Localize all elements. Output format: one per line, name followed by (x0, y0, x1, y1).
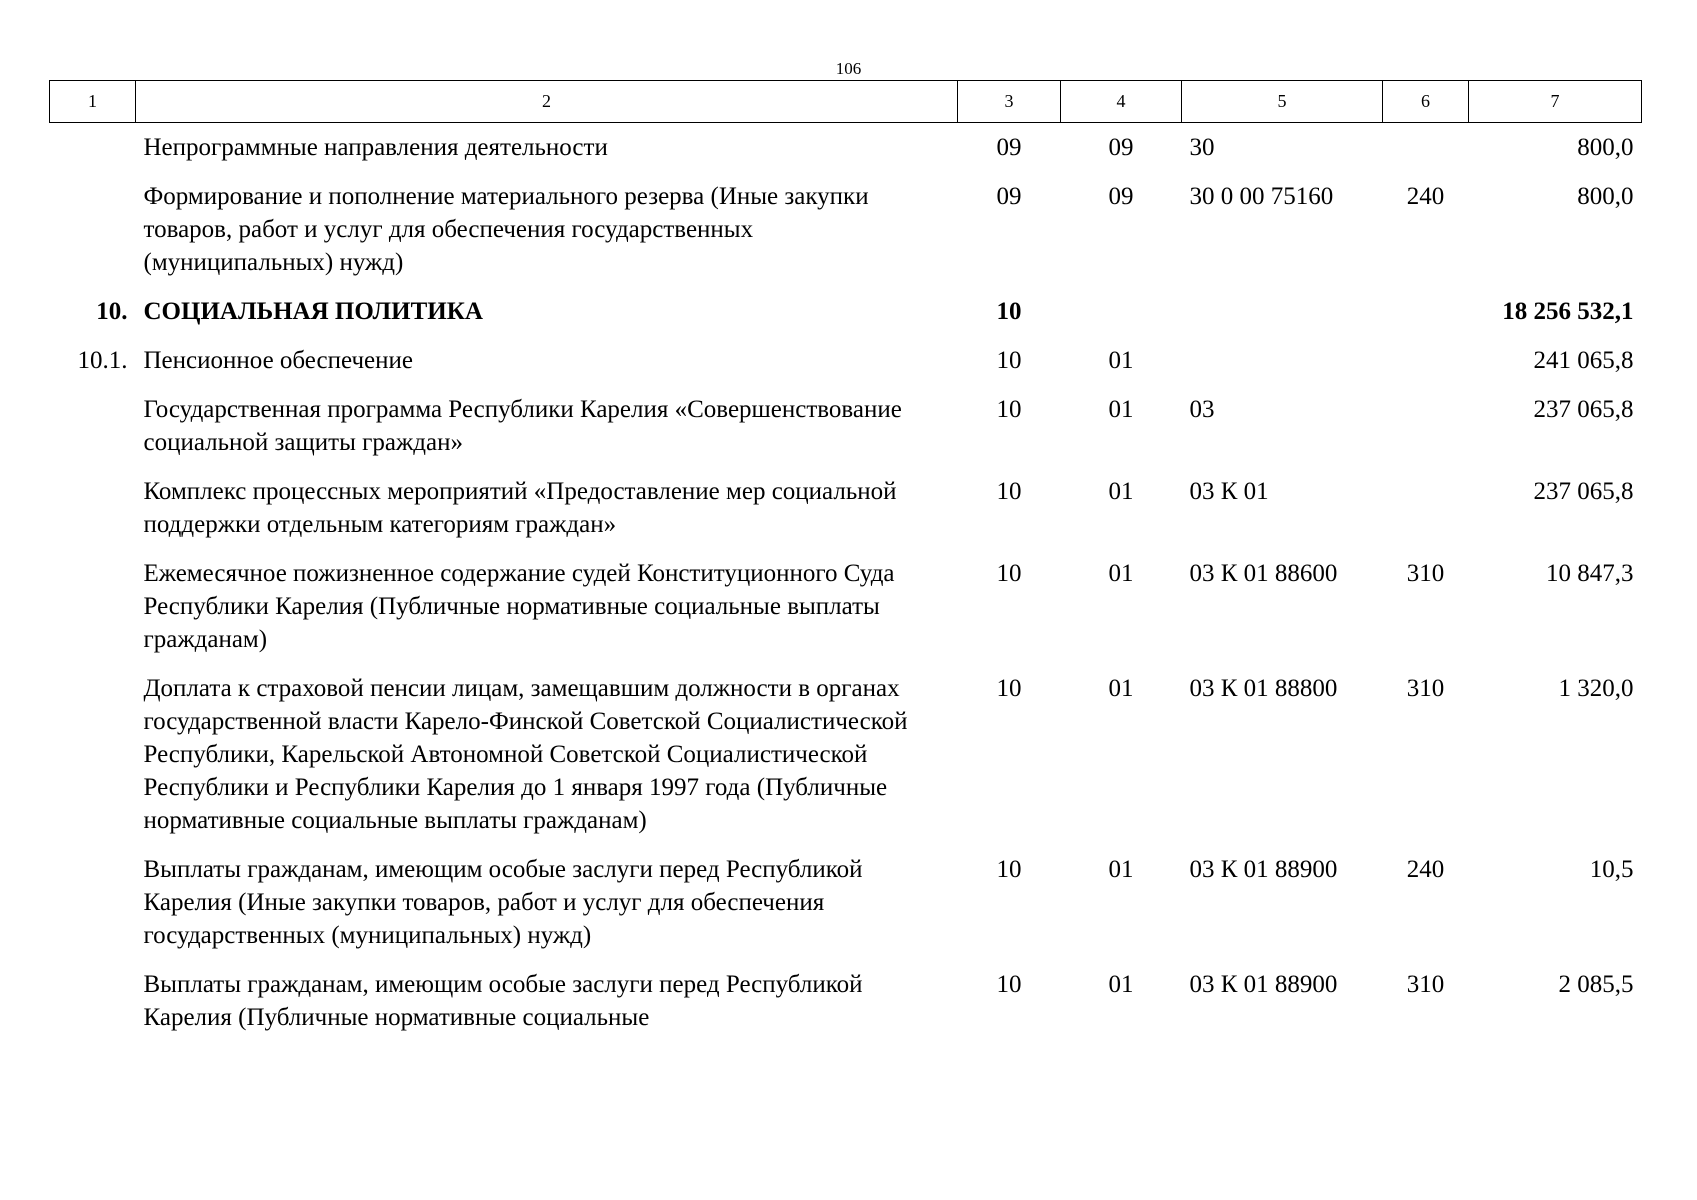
row-section: 09 (996, 183, 1022, 210)
row-name: Доплата к страховой пенсии лицам, замещавшим должности в органах государственной власти Карело-Финской Советской Социалистической Республики, Карельской Автономной Советской Социалистической Республики и Республики Карелия до 1 января 1997 года (Публичные нормативные социальные выплаты гражданам) (143, 675, 908, 834)
row-section: 10 (996, 856, 1022, 883)
row-section: 10 (996, 347, 1022, 374)
row-subsection: 01 (1108, 560, 1134, 587)
row-expense-type: 240 (1406, 183, 1445, 210)
row-amount: 800,0 (1577, 183, 1634, 210)
table-row (50, 180, 1642, 295)
row-expense-type: 310 (1406, 971, 1445, 998)
row-expense-type: 240 (1406, 856, 1445, 883)
row-subsection: 01 (1108, 675, 1134, 702)
row-subsection: 09 (1108, 183, 1134, 210)
row-expense-type (1383, 123, 1469, 181)
row-name: Непрограммные направления деятельности (143, 134, 608, 161)
row-section: 10 (996, 298, 1022, 325)
row-subsection: 09 (1108, 134, 1134, 161)
row-expense-type (1383, 344, 1469, 393)
header-row (50, 81, 1642, 123)
row-target-article: 30 (1189, 134, 1215, 161)
row-number (50, 123, 136, 181)
row-section: 10 (996, 560, 1022, 587)
row-number (50, 557, 136, 672)
row-target-article: 03 К 01 88900 (1189, 971, 1338, 998)
row-amount: 237 065,8 (1533, 478, 1634, 505)
row-expense-type (1383, 475, 1469, 557)
row-name: Выплаты гражданам, имеющим особые заслуги перед Республикой Карелия (Публичные нормативные социальные (143, 971, 863, 1031)
row-section: 10 (996, 396, 1022, 423)
row-number: 10.1. (77, 347, 128, 374)
column-header-subsection: 4 (1061, 81, 1182, 123)
row-number (50, 853, 136, 968)
column-header-section: 3 (958, 81, 1061, 123)
row-amount: 1 320,0 (1558, 675, 1634, 702)
row-expense-type: 310 (1406, 675, 1445, 702)
row-amount: 237 065,8 (1533, 396, 1634, 423)
row-section: 10 (996, 478, 1022, 505)
row-section: 09 (996, 134, 1022, 161)
row-subsection: 01 (1108, 971, 1134, 998)
row-name: СОЦИАЛЬНАЯ ПОЛИТИКА (143, 298, 483, 325)
row-target-article: 03 К 01 88900 (1189, 856, 1338, 883)
table-row (50, 672, 1642, 853)
column-header-name: 2 (136, 81, 958, 123)
row-number: 10. (96, 298, 128, 325)
row-expense-type (1383, 393, 1469, 475)
row-number (50, 475, 136, 557)
table-row (50, 344, 1642, 393)
table-row (50, 557, 1642, 672)
row-name: Пенсионное обеспечение (143, 347, 413, 374)
budget-table (49, 80, 1642, 1050)
row-target-article (1182, 344, 1383, 393)
row-name: Ежемесячное пожизненное содержание судей Конституционного Суда Республики Карелия (Публичные нормативные социальные выплаты гражданам) (143, 560, 895, 653)
row-amount: 10 847,3 (1546, 560, 1634, 587)
row-subsection: 01 (1108, 347, 1134, 374)
row-number (50, 672, 136, 853)
row-section: 10 (996, 971, 1022, 998)
row-target-article: 03 К 01 88600 (1189, 560, 1338, 587)
row-number (50, 393, 136, 475)
row-subsection: 01 (1108, 478, 1134, 505)
row-expense-type (1383, 295, 1469, 344)
row-name: Выплаты гражданам, имеющим особые заслуги перед Республикой Карелия (Иные закупки товаров, работ и услуг для обеспечения государственных (муниципальных) нужд) (143, 856, 863, 949)
row-target-article (1182, 295, 1383, 344)
table-row (50, 475, 1642, 557)
row-target-article: 03 К 01 88800 (1189, 675, 1338, 702)
row-amount: 18 256 532,1 (1502, 298, 1634, 325)
row-number (50, 180, 136, 295)
column-header-number: 1 (50, 81, 136, 123)
column-header-target-article: 5 (1182, 81, 1383, 123)
column-header-amount: 7 (1469, 81, 1642, 123)
row-name: Государственная программа Республики Карелия «Совершенствование социальной защиты граждан» (143, 396, 902, 456)
column-header-expense-type: 6 (1383, 81, 1469, 123)
table-row (50, 853, 1642, 968)
table-row (50, 393, 1642, 475)
row-name: Комплекс процессных мероприятий «Предоставление мер социальной поддержки отдельным категориям граждан» (143, 478, 897, 538)
row-target-article: 03 (1189, 396, 1215, 423)
row-section: 10 (996, 675, 1022, 702)
row-target-article: 03 К 01 (1189, 478, 1269, 505)
row-amount: 800,0 (1577, 134, 1634, 161)
row-expense-type: 310 (1406, 560, 1445, 587)
row-subsection: 01 (1108, 396, 1134, 423)
page-number: 106 (835, 59, 862, 78)
row-amount: 241 065,8 (1533, 347, 1634, 374)
row-subsection: 01 (1108, 856, 1134, 883)
row-subsection (1061, 295, 1182, 344)
row-amount: 10,5 (1589, 856, 1634, 883)
row-amount: 2 085,5 (1558, 971, 1634, 998)
row-target-article: 30 0 00 75160 (1189, 183, 1334, 210)
row-name: Формирование и пополнение материального резерва (Иные закупки товаров, работ и услуг для обеспечения государственных (муниципальных) нужд) (143, 183, 869, 276)
table-row (50, 295, 1642, 344)
row-number (50, 968, 136, 1050)
table-row (50, 968, 1642, 1050)
table-row (50, 123, 1642, 181)
